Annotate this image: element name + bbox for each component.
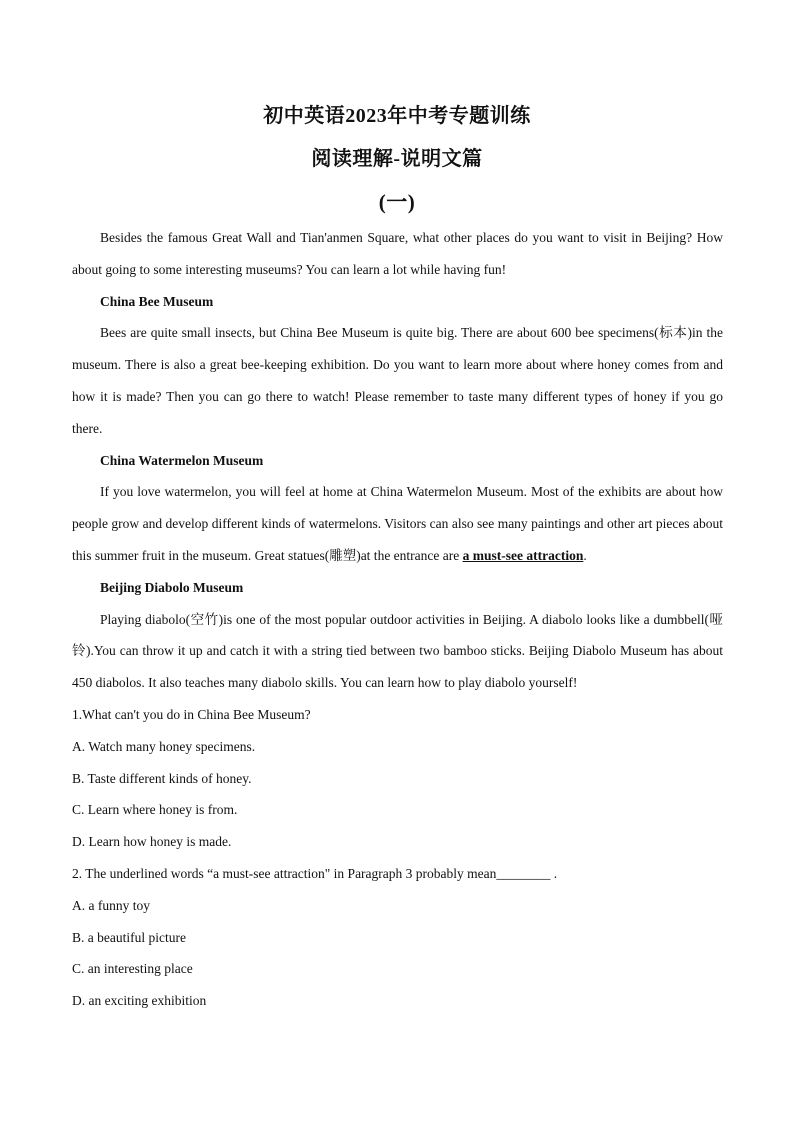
underlined-phrase: a must-see attraction (462, 547, 584, 563)
question-2-stem: 2. The underlined words “a must-see attraction" in Paragraph 3 probably mean________ . (72, 865, 558, 881)
document-title: 初中英语2023年中考专题训练 (263, 105, 531, 127)
questions-section (72, 699, 723, 1017)
reading-passage (72, 222, 723, 699)
question-1-option-d: D. Learn how honey is made. (72, 834, 232, 850)
watermelon-text: If you love watermelon, you will feel at home at China Watermelon Museum. Most of the exhibits are about how people grow and develop different kinds of watermelons. Visitors can also see many paintings and other art pieces about this summer fruit in the museum. Great statues(雕塑)at the entrance are (72, 484, 723, 563)
question-1-stem: 1.What can't you do in China Bee Museum? (72, 707, 311, 722)
question-2-option-a: A. a funny toy (72, 897, 150, 913)
intro-paragraph: Besides the famous Great Wall and Tian'anmen Square, what other places do you want to visit in Beijing? How about going to some interesting museums? You can learn a lot while having fun! (72, 230, 723, 277)
question-2-option-b: B. a beautiful picture (72, 929, 186, 945)
section-number: (一) (378, 190, 416, 214)
question-1-option-a: A. Watch many honey specimens. (72, 738, 256, 754)
document-subtitle: 阅读理解-说明文篇 (311, 148, 483, 170)
watermelon-museum-paragraph (72, 476, 723, 571)
question-1-option-b: B. Taste different kinds of honey. (72, 770, 252, 786)
question-2-option-c: C. an interesting place (72, 961, 193, 977)
diabolo-museum-heading: Beijing Diabolo Museum (100, 579, 244, 595)
watermelon-text-end: . (583, 547, 587, 563)
question-1-option-c: C. Learn where honey is from. (72, 802, 238, 818)
watermelon-museum-heading: China Watermelon Museum (100, 452, 264, 468)
diabolo-museum-paragraph: Playing diabolo(空竹)is one of the most popular outdoor activities in Beijing. A diabolo looks like a dumbbell(哑铃).You can throw it up and catch it with a string tied between two bamboo sticks. Beijing Diabolo Museum has about 450 diabolos. It also teaches many diabolo skills. You can learn how to play diabolo yourself! (72, 611, 723, 691)
bee-museum-paragraph: Bees are quite small insects, but China Bee Museum is quite big. There are about 600 bee specimens(标本)in the museum. There is also a great bee-keeping exhibition. Do you want to learn more about where honey comes from and how it is made? Then you can go there to watch! Please remember to taste many different types of honey if you go there. (72, 325, 723, 436)
bee-museum-heading: China Bee Museum (100, 293, 214, 309)
question-2-option-d: D. an exciting exhibition (72, 993, 207, 1009)
